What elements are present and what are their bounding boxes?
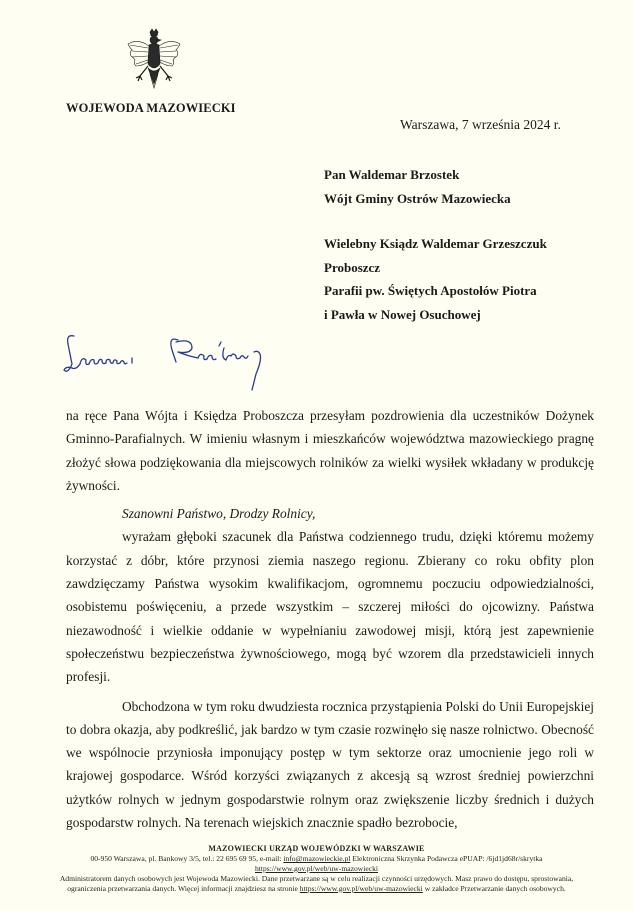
body-paragraph-3: Obchodzona w tym roku dwudziesta rocznica przystąpienia Polski do Unii Europejskiej to dobra okazja, aby podkreślić, jak bardzo w tym czasie rozwinęło się nasze rolnictwo. Obecność we wspólnocie przyniosła imponujący postęp w tym sektorze oraz umocnienie jego roli w krajowej gospodarce. Wśród korzyści związanych z akcesją są wzrost średniej powierzchni użytków rolnych w jednym gospodarstwie rolnym oraz zwiększenie liczby średnich i dużych gospodarstw rolnych. Na terenach wiejskich znacznie spadło bezrobocie, (66, 698, 594, 831)
footer-epuap: Elektroniczna Skrzynka Podawcza ePUAP: /6jd1jd68r/skrytka (352, 854, 543, 864)
salutation: Szanowni Państwo, Drodzy Rolnicy, (122, 506, 316, 522)
issuer-heading: WOJEWODA MAZOWIECKI (66, 101, 236, 115)
letterhead-footer (40, 844, 593, 901)
footer-website-line (40, 864, 593, 874)
body-paragraph-1: na ręce Pana Wójta i Księdza Proboszcza przesyłam pozdrowienia dla uczestników Dożynek Gminno-Parafialnych. W imieniu własnym i mieszkańców województwa mazowieckiego pragnę złożyć słowa podziękowania dla miejscowych rolników za wielki wysiłek wkładany w produkcję żywności. (66, 408, 594, 493)
polish-eagle-emblem-icon (124, 28, 184, 96)
footer-gdpr-link[interactable]: https://www.gov.pl/web/uw-mazowiecki (299, 883, 423, 893)
recipient-2-parish-line-1: Parafii pw. Świętych Apostołów Piotra (324, 283, 537, 298)
date-line: Warszawa, 7 września 2024 r. (400, 117, 561, 132)
footer-office-name: MAZOWIECKI URZĄD WOJEWÓDZKI W WARSZAWIE (208, 844, 425, 854)
recipient-1-name: Pan Waldemar Brzostek (324, 167, 460, 182)
footer-email-link[interactable]: info@mazowieckie.pl (283, 854, 351, 864)
footer-gdpr-text-1: Administratorem danych osobowych jest Wojewoda Mazowiecki. Dane przetwarzane są w celu realizacji czynności urzędowych. Masz prawo do dostępu, sprostowania, ograniczenia przetwarzania danych. Więcej informacji znajdziesz na stronie (59, 873, 574, 893)
recipient-2-name: Wielebny Ksiądz Waldemar Grzeszczuk (324, 236, 547, 251)
footer-gdpr-notice (40, 874, 593, 894)
letter-body (66, 404, 594, 834)
recipients-block (324, 163, 547, 326)
footer-address: 00-950 Warszawa, pl. Bankowy 3/5, tel.: 22 695 69 95, e-mail: (90, 854, 282, 864)
letter-header-area (0, 0, 633, 400)
handwritten-greeting (58, 330, 318, 400)
footer-contact-line (40, 854, 593, 864)
recipient-2-title: Proboszcz (324, 259, 381, 275)
footer-website-link[interactable]: https://www.gov.pl/web/uw-mazowiecki (254, 863, 379, 873)
recipient-1-title: Wójt Gminy Ostrów Mazowiecka (324, 190, 511, 206)
recipient-spacer (324, 210, 547, 232)
recipient-2-parish-line-2: i Pawła w Nowej Osuchowej (324, 306, 481, 322)
footer-gdpr-text-2: w zakładce Przetwarzanie danych osobowych. (424, 883, 566, 893)
body-paragraph-2: wyrażam głęboki szacunek dla Państwa codziennego trudu, dzięki któremu możemy korzystać z dóbr, które przynosi ziemia naszego regionu. Zbierany co roku obfity plon zawdzięczamy Państwa wysokim kwalifikacjom, ogromnemu poczuciu odpowiedzialności, osobistemu poświęceniu, a przede wszystkim – szczerej miłości do ojcowizny. Państwa niezawodność i wielkie oddanie w wypełnianiu zawodowej misji, którą jest zapewnienie społeczeństwu bezpieczeństwa żywnościowego, mogą być wzorem dla przedstawicieli innych profesji. (66, 529, 594, 685)
